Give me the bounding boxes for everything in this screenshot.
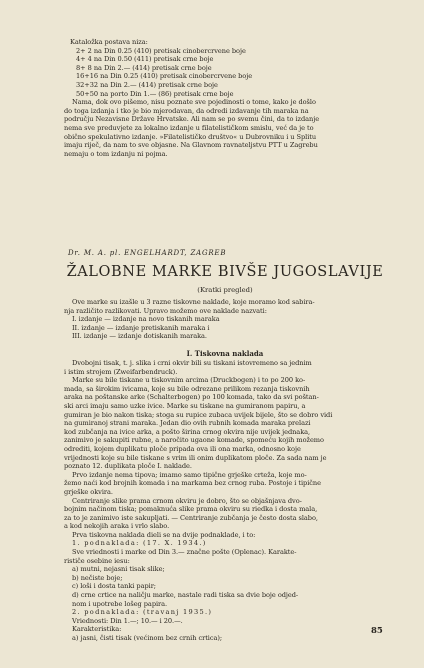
paragraph-line: odrediti, kojem duplikatu ploče pripada ova ili ona marka, odnosno koje bbox=[64, 444, 301, 453]
paragraph-line: vrijednosti koje su bile tiskane s vrim ili onim duplikatom ploče. Za sada nam je bbox=[64, 453, 327, 462]
paragraph-line: Centriranje slike prama crnom okviru je dobro, što se objašnjava dvo- bbox=[72, 496, 302, 505]
paragraph-line: a kod nekojih araka i vrlo slabo. bbox=[64, 522, 170, 531]
paragraph-line: Prvo izdanje nema tipova; imamo samo tipične grješke crteža, koje mo- bbox=[72, 470, 307, 479]
catalog-row: 8+ 8 na Din 2.— (414) pretisak crne boje bbox=[76, 63, 212, 72]
paragraph-line: za to je zanimivo iste sakupljati. — Centriranje zubčanja je često dosta slabo, bbox=[64, 513, 318, 522]
paragraph-line: na gumiranoj strani maraka. Jedan dio ovih rubnih komada maraka prelazi bbox=[64, 419, 311, 428]
paragraph-line: poznato 12. duplikata ploče I. naklade. bbox=[64, 462, 192, 471]
list-item: a) jasni, čisti tisak (većinom bez crnih crtica); bbox=[72, 634, 223, 642]
sub-edition-heading: 2. podnaklada: (travanj 1935.) bbox=[72, 608, 213, 617]
catalog-row: 4+ 4 na Din 0.50 (411) pretisak crne boje bbox=[76, 55, 214, 64]
paragraph-line: gumiran je bio nakon tiska; stoga su rupice zubaca uvijek bijele, što se dobro vidi bbox=[64, 410, 333, 419]
paragraph-line: Marke su bile tiskane u tiskovnim arcima (Druckbogen) i to po 200 ko- bbox=[72, 376, 306, 385]
intro-block bbox=[64, 298, 386, 341]
catalog-row: 16+16 na Din 0.25 (410) pretisak cinobercrvene boje bbox=[76, 72, 253, 81]
paragraph-line: Sve vriednosti i marke od Din 3.— značne pošte (Oplenac). Karakte- bbox=[72, 548, 297, 557]
paragraph-line: i istim strojem (Zweifarbendruck). bbox=[64, 367, 178, 376]
paragraph-line: imaju riječ, da nam to sve objasne. Na Glavnom ravnateljstvu PTT u Zagrebu bbox=[64, 141, 318, 150]
list-item: b) nečiste boje; bbox=[72, 573, 123, 582]
list-item: a) mutni, nejasni tisak slike; bbox=[72, 565, 165, 574]
paragraph-line: nema sve preduvjete za lokalno izdanje u filatelističkom smislu, već da je to bbox=[64, 123, 314, 132]
paragraph-line: rističe osebine iesu: bbox=[64, 556, 130, 565]
paragraph-line: ski arci imaju samo uzke ivice. Marke su tiskane na gumiranom papiru, a bbox=[64, 401, 306, 410]
paragraph-line: do toga izdanja i tko je bio mjerodavan, da odredi izdavanje tih maraka na bbox=[64, 106, 309, 115]
paragraph-line: araka na poštanske arke (Schalterbogen) po 100 komada, tako da svi poštan- bbox=[64, 393, 319, 402]
paragraph-line: nja različito razlikovati. Upravo možemo ove naklade nazvati: bbox=[64, 306, 267, 315]
catalog-row: 2+ 2 na Din 0.25 (410) pretisak cinobercrvene boje bbox=[76, 46, 246, 55]
page-number: 85 bbox=[371, 626, 383, 636]
sub-edition-heading: 1. podnaklada: (17. X. 1934.) bbox=[72, 539, 207, 548]
paragraph-line: grješke okvira. bbox=[64, 487, 113, 496]
paragraph-line: mada, sa širokim ivicama, koje su bile odrezane prilikom rezanja tiskovnih bbox=[64, 384, 310, 393]
paragraph-line: Prva tiskovna naklada dieli se na dvije podnaklade, i to: bbox=[72, 530, 256, 539]
paragraph-line: kod zubčanja na ivice arka, a pošto širina crnog okvira nije uvijek jednaka, bbox=[64, 427, 311, 436]
catalog-row: 32+32 na Din 2.— (414) pretisak crne boje bbox=[76, 80, 218, 89]
paragraph-line: području Nezavisne Države Hrvatske. Ali nam se po svemu čini, da to izdanje bbox=[64, 115, 320, 124]
list-item: c) loši i dosta tanki papir; bbox=[72, 582, 156, 591]
catalog-block bbox=[64, 38, 386, 158]
paragraph-line: nemaju o tom izdanju ni pojma. bbox=[64, 149, 168, 158]
article-body bbox=[64, 359, 386, 643]
paragraph-line: Nama, dok ovo pišemo, nisu poznate sve pojedinosti o tome, kako je došlo bbox=[72, 98, 316, 107]
paragraph-line: Dvobojni tisak, t. j. slika i crni okvir bili su tiskani istovremeno sa jednim bbox=[72, 359, 312, 367]
section-heading: I. Tiskovna naklada bbox=[186, 349, 264, 358]
edition-item: II. izdanje — izdanje pretiskanih maraka i bbox=[72, 323, 210, 332]
paragraph-line: žemo naći kod brojnih komada i na markama bez crnog ruba. Postoje i tipične bbox=[64, 479, 321, 488]
paragraph-line: Karakteristika: bbox=[72, 625, 122, 634]
paragraph-line: Ove marke su izašle u 3 razne tiskovne naklade, koje moramo kod sabira- bbox=[72, 298, 315, 306]
paragraph-line: Vriednosti: Din 1.—; 10.— i 20.—. bbox=[72, 616, 183, 625]
catalog-heading: Kataložka postava niza: bbox=[70, 38, 148, 46]
catalog-row: 50+50 na porto Din 1.— (86) pretisak crne boje bbox=[76, 89, 234, 98]
article-subtitle: (Kratki pregled) bbox=[197, 286, 253, 294]
list-item: nom i upotrebe lošeg papira. bbox=[72, 599, 168, 608]
article-author: Dr. M. A. pl. ENGELHARDT, ZAGREB bbox=[68, 249, 227, 257]
edition-item: III. izdanje — izdanje dotiskanih maraka. bbox=[72, 332, 207, 341]
list-item: d) crne crtice na naličju marke, nastale radi tiska sa dvie boje odjed- bbox=[72, 591, 299, 600]
edition-item: I. izdanje — izdanje na novo tiskanih maraka bbox=[72, 315, 220, 324]
paragraph-line: obično spekulativno izdanje. »Filatelističko društvo« u Dubrovniku i u Splitu bbox=[64, 132, 317, 141]
article-title: ŽALOBNE MARKE BIVŠE JUGOSLAVIJE bbox=[66, 264, 384, 280]
paragraph-line: zanimivo je sakupiti rubne, a naročito ugaone komade, spomeću kojih možemo bbox=[64, 436, 324, 445]
paragraph-line: bojnim načinom tiska; pomaknuća slike prama okviru su riedka i dosta mala, bbox=[64, 505, 318, 514]
